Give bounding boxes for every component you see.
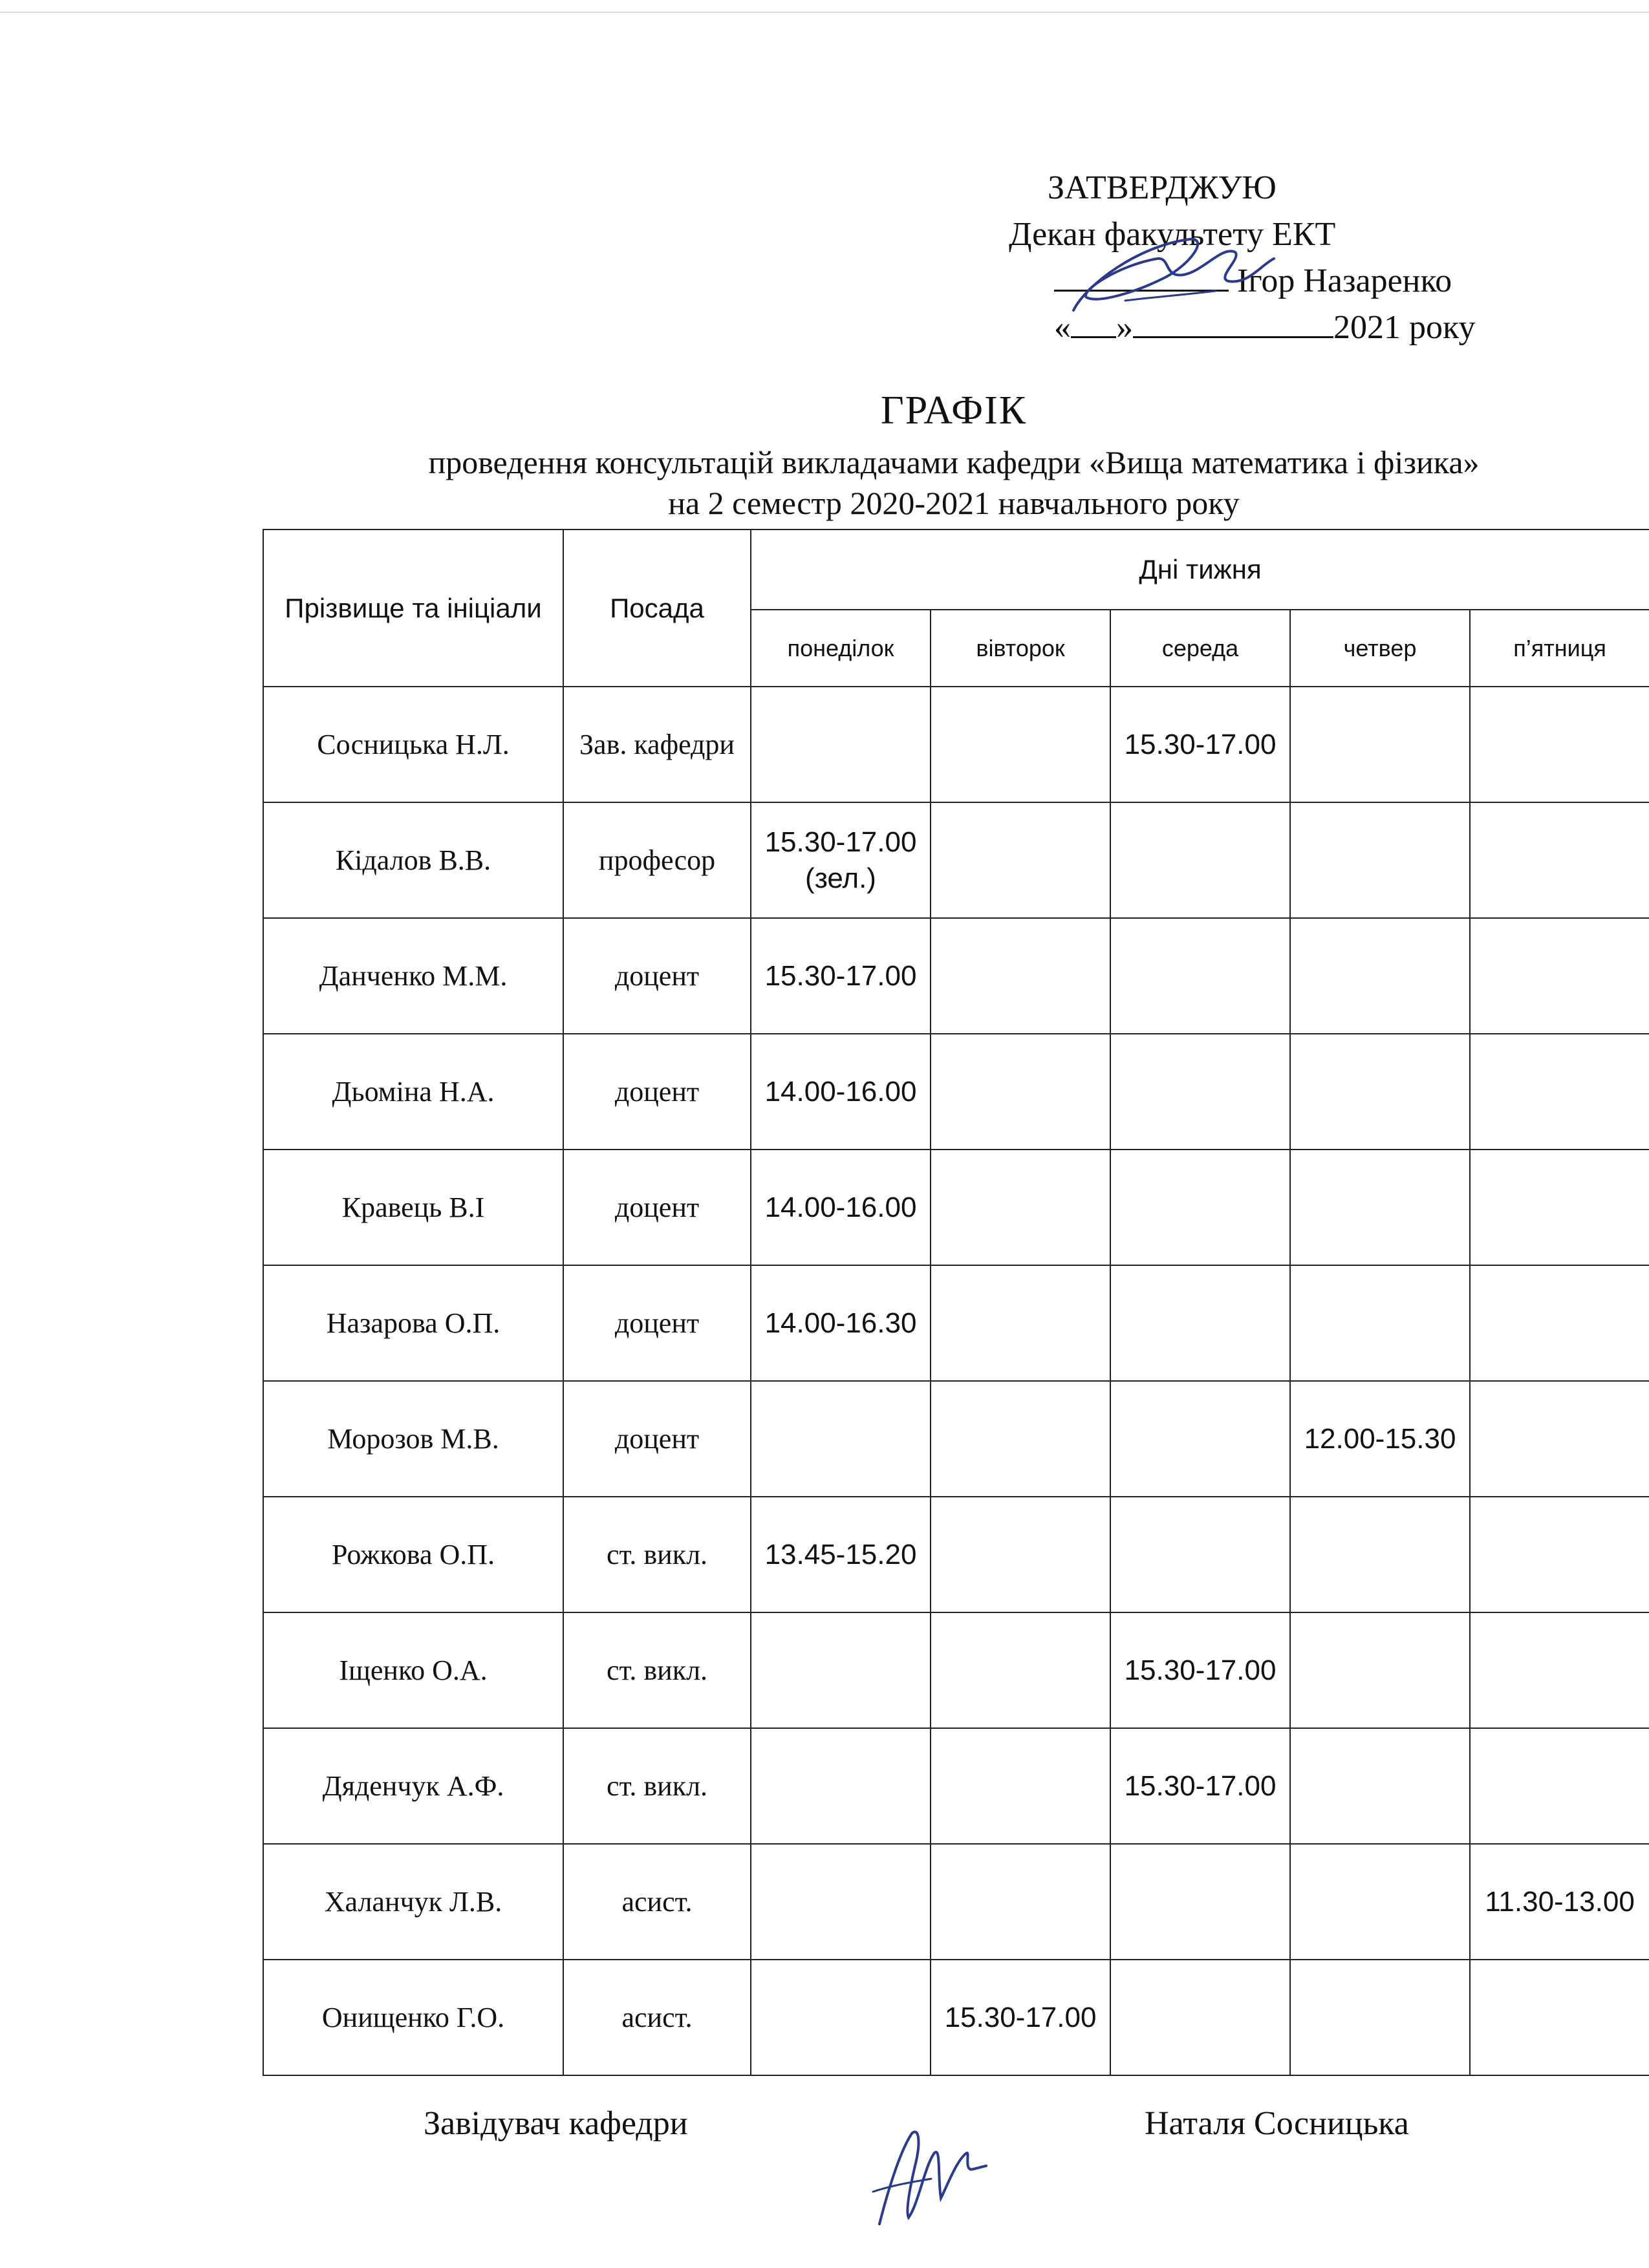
header-name: Прізвище та ініціали xyxy=(263,530,563,687)
cell-thursday xyxy=(1290,1960,1470,2075)
cell-monday xyxy=(751,1960,931,2075)
cell-position: ст. викл. xyxy=(563,1728,751,1844)
cell-position: асист. xyxy=(563,1960,751,2075)
cell-monday xyxy=(751,1381,931,1497)
cell-position: асист. xyxy=(563,1844,751,1960)
cell-wednesday xyxy=(1110,1960,1290,2075)
cell-friday xyxy=(1470,918,1649,1034)
cell-name: Іщенко О.А. xyxy=(263,1612,563,1728)
approval-heading: ЗАТВЕРДЖУЮ xyxy=(1048,169,1277,206)
cell-wednesday: 15.30-17.00 xyxy=(1110,1728,1290,1844)
cell-thursday xyxy=(1290,1265,1470,1381)
header-days-group: Дні тижня xyxy=(751,530,1649,610)
cell-wednesday xyxy=(1110,1150,1290,1265)
cell-friday xyxy=(1470,1265,1649,1381)
cell-tuesday xyxy=(931,1034,1110,1150)
date-year: 2021 року xyxy=(1333,309,1476,346)
date-close-quote: » xyxy=(1116,309,1133,346)
cell-position: доцент xyxy=(563,1381,751,1497)
cell-wednesday xyxy=(1110,918,1290,1034)
cell-friday xyxy=(1470,687,1649,802)
table-row xyxy=(263,687,1649,802)
cell-name: Кравець В.І xyxy=(263,1150,563,1265)
cell-wednesday: 15.30-17.00 xyxy=(1110,687,1290,802)
cell-wednesday xyxy=(1110,1034,1290,1150)
cell-name: Назарова О.П. xyxy=(263,1265,563,1381)
cell-monday xyxy=(751,687,931,802)
cell-name: Данченко М.М. xyxy=(263,918,563,1034)
cell-name: Дьоміна Н.А. xyxy=(263,1034,563,1150)
cell-tuesday xyxy=(931,1844,1110,1960)
cell-thursday xyxy=(1290,1034,1470,1150)
cell-friday xyxy=(1470,1612,1649,1728)
cell-name: Халанчук Л.В. xyxy=(263,1844,563,1960)
scan-top-edge xyxy=(0,12,1649,13)
approval-dean-title: Декан факультету ЕКТ xyxy=(1009,216,1336,253)
table-row xyxy=(263,1265,1649,1381)
cell-name: Онищенко Г.О. xyxy=(263,1960,563,2075)
header-day-tuesday: вівторок xyxy=(931,610,1110,687)
cell-name: Дяденчук А.Ф. xyxy=(263,1728,563,1844)
cell-tuesday xyxy=(931,687,1110,802)
cell-monday: 15.30-17.00 xyxy=(751,918,931,1034)
cell-wednesday xyxy=(1110,1265,1290,1381)
table-row xyxy=(263,1612,1649,1728)
cell-wednesday xyxy=(1110,1381,1290,1497)
cell-tuesday xyxy=(931,1381,1110,1497)
cell-position: доцент xyxy=(563,1034,751,1150)
date-open-quote: « xyxy=(1054,309,1071,346)
page-subtitle-semester: на 2 семестр 2020-2021 навчального року xyxy=(668,485,1240,521)
cell-thursday xyxy=(1290,802,1470,918)
table-row xyxy=(263,1497,1649,1612)
table-row xyxy=(263,918,1649,1034)
cell-thursday: 12.00-15.30 xyxy=(1290,1381,1470,1497)
cell-monday xyxy=(751,1844,931,1960)
cell-monday: 14.00-16.00 xyxy=(751,1034,931,1150)
cell-tuesday xyxy=(931,1150,1110,1265)
header-position: Посада xyxy=(563,530,751,687)
header-day-wednesday: середа xyxy=(1110,610,1290,687)
cell-position: доцент xyxy=(563,1150,751,1265)
table-row xyxy=(263,802,1649,918)
cell-tuesday xyxy=(931,1497,1110,1612)
consultation-schedule-table xyxy=(263,529,1649,2076)
cell-wednesday xyxy=(1110,1844,1290,1960)
table-row xyxy=(263,1728,1649,1844)
page-title: ГРАФІК xyxy=(880,389,1028,433)
cell-thursday xyxy=(1290,1150,1470,1265)
cell-name: Рожкова О.П. xyxy=(263,1497,563,1612)
cell-monday xyxy=(751,1612,931,1728)
cell-thursday xyxy=(1290,1497,1470,1612)
cell-friday xyxy=(1470,1497,1649,1612)
cell-name: Сосницька Н.Л. xyxy=(263,687,563,802)
table-row xyxy=(263,1844,1649,1960)
cell-thursday xyxy=(1290,687,1470,802)
cell-position: доцент xyxy=(563,1265,751,1381)
cell-monday: 15.30-17.00 (зел.) xyxy=(751,802,931,918)
dean-signature-icon xyxy=(1061,220,1280,330)
table-row xyxy=(263,1960,1649,2075)
cell-position: ст. викл. xyxy=(563,1612,751,1728)
cell-monday: 13.45-15.20 xyxy=(751,1497,931,1612)
cell-wednesday xyxy=(1110,802,1290,918)
cell-position: Зав. кафедри xyxy=(563,687,751,802)
cell-monday: 14.00-16.00 xyxy=(751,1150,931,1265)
cell-friday xyxy=(1470,1960,1649,2075)
cell-tuesday xyxy=(931,1728,1110,1844)
cell-friday xyxy=(1470,802,1649,918)
header-day-friday: п’ятниця xyxy=(1470,610,1649,687)
cell-friday xyxy=(1470,1381,1649,1497)
cell-tuesday xyxy=(931,1612,1110,1728)
cell-wednesday xyxy=(1110,1497,1290,1612)
cell-position: професор xyxy=(563,802,751,918)
header-day-monday: понеділок xyxy=(751,610,931,687)
cell-thursday xyxy=(1290,918,1470,1034)
table-row xyxy=(263,1034,1649,1150)
cell-name: Кідалов В.В. xyxy=(263,802,563,918)
cell-friday xyxy=(1470,1034,1649,1150)
footer-head-name: Наталя Сосницька xyxy=(1145,2105,1409,2142)
cell-tuesday xyxy=(931,1265,1110,1381)
cell-monday: 14.00-16.30 xyxy=(751,1265,931,1381)
page-subtitle: проведення консультацій викладачами кафедри «Вища математика і фізика» xyxy=(428,444,1480,480)
cell-position: ст. викл. xyxy=(563,1497,751,1612)
cell-wednesday: 15.30-17.00 xyxy=(1110,1612,1290,1728)
cell-thursday xyxy=(1290,1844,1470,1960)
cell-tuesday: 15.30-17.00 xyxy=(931,1960,1110,2075)
cell-thursday xyxy=(1290,1728,1470,1844)
approval-dean-name: Ігор Назаренко xyxy=(1237,262,1452,299)
table-row xyxy=(263,1150,1649,1265)
footer-head-of-department: Завідувач кафедри xyxy=(424,2105,688,2142)
cell-name: Морозов М.В. xyxy=(263,1381,563,1497)
cell-position: доцент xyxy=(563,918,751,1034)
cell-thursday xyxy=(1290,1612,1470,1728)
cell-tuesday xyxy=(931,918,1110,1034)
cell-monday xyxy=(751,1728,931,1844)
cell-friday xyxy=(1470,1728,1649,1844)
table-row xyxy=(263,1381,1649,1497)
header-day-thursday: четвер xyxy=(1290,610,1470,687)
head-signature-icon xyxy=(860,2114,989,2237)
cell-friday xyxy=(1470,1150,1649,1265)
cell-tuesday xyxy=(931,802,1110,918)
cell-friday: 11.30-13.00 xyxy=(1470,1844,1649,1960)
